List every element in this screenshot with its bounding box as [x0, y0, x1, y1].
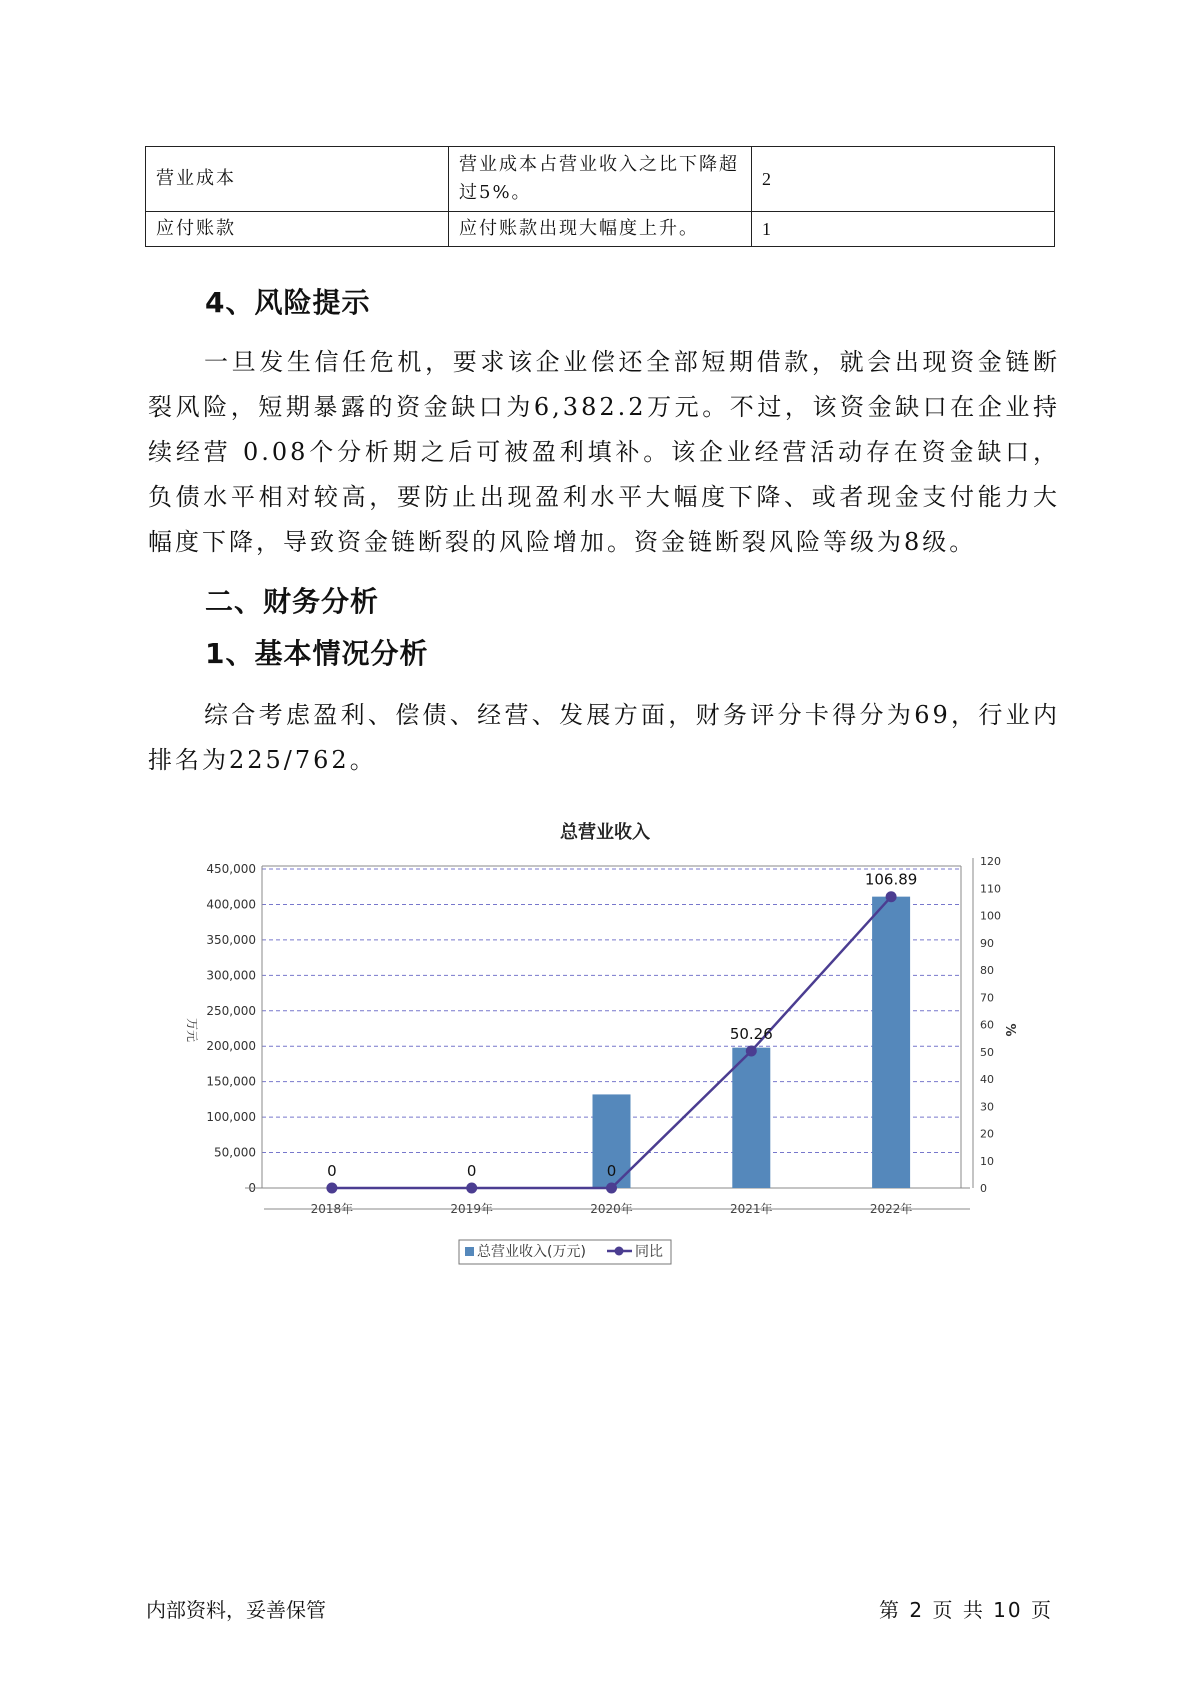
table-cell-count: 1 — [752, 212, 1055, 247]
y-tick-label: 400,000 — [206, 897, 256, 912]
legend-line-marker — [615, 1247, 624, 1256]
footer-confidential-note: 内部资料，妥善保管 — [146, 1598, 326, 1622]
y-axis-label: 万元 — [185, 1017, 199, 1043]
data-label: 50.26 — [729, 1025, 773, 1044]
financial-analysis-heading: 二、财务分析 — [205, 585, 380, 618]
table-row — [146, 212, 1055, 247]
bar — [732, 1048, 770, 1188]
y2-tick-label: 90 — [980, 936, 994, 950]
yoy-point — [466, 1183, 477, 1194]
risk-indicator-table — [145, 146, 1055, 247]
y2-tick-label: 20 — [980, 1127, 994, 1141]
x-tick-label: 2021年 — [730, 1202, 773, 1216]
y-tick-label: 100,000 — [206, 1110, 256, 1125]
basic-analysis-paragraph: 综合考虑盈利、偿债、经营、发展方面，财务评分卡得分为69，行业内排名为225/762。 — [148, 701, 1060, 774]
legend-bar-swatch — [465, 1247, 474, 1256]
y2-tick-label: 30 — [980, 1100, 994, 1114]
table-cell-item: 应付账款 — [146, 212, 449, 247]
legend-line-label: 同比 — [635, 1244, 663, 1260]
table-row — [146, 147, 1055, 212]
y2-tick-label: 50 — [980, 1045, 994, 1059]
table-cell-count: 2 — [752, 147, 1055, 212]
y2-tick-label: 120 — [980, 855, 1001, 868]
chart-title: 总营业收入 — [560, 822, 650, 843]
y2-tick-label: 70 — [980, 991, 994, 1005]
table-cell-condition: 营业成本占营业收入之比下降超过5%。 — [449, 147, 752, 212]
x-tick-label: 2020年 — [590, 1202, 633, 1216]
x-tick-label: 2019年 — [450, 1202, 493, 1216]
y-tick-label: 150,000 — [206, 1074, 256, 1089]
risk-warning-paragraph: 一旦发生信任危机，要求该企业偿还全部短期借款，就会出现资金链断裂风险，短期暴露的资金缺口为6,382.2万元。不过，该资金缺口在企业持续经营 0.08个分析期之后可被盈利填补。该企业经营活动存在资金缺口，负债水平相对较高，要防止出现盈利水平大幅度下降、或者现金支付能力大幅度下降，导致资金链断裂的风险增加。资金链断裂风险等级为8级。 — [148, 348, 1060, 556]
legend-bar-label: 总营业收入(万元) — [477, 1244, 586, 1260]
yoy-point — [606, 1183, 617, 1194]
y-tick-label: 200,000 — [206, 1039, 256, 1054]
y-tick-label: 350,000 — [206, 932, 256, 947]
yoy-point — [326, 1183, 337, 1194]
x-tick-label: 2018年 — [310, 1202, 354, 1216]
y2-tick-label: 40 — [980, 1073, 994, 1086]
basic-analysis-heading: 1、基本情况分析 — [205, 637, 429, 670]
y2-tick-label: 80 — [980, 964, 994, 977]
y-tick-label: 250,000 — [206, 1003, 256, 1018]
risk-warning-heading: 4、风险提示 — [205, 286, 371, 319]
data-label: 0 — [606, 1162, 617, 1180]
y-tick-label: 450,000 — [206, 862, 256, 876]
y2-tick-label: 0 — [980, 1182, 987, 1195]
y-tick-label: 50,000 — [214, 1145, 256, 1160]
y2-tick-label: 10 — [980, 1154, 994, 1168]
y-tick-label: 300,000 — [206, 968, 256, 983]
footer-page-number: 第 2 页 共 10 页 — [879, 1598, 1053, 1622]
yoy-point — [886, 891, 897, 902]
y-tick-label: 0 — [248, 1181, 256, 1195]
x-tick-label: 2022年 — [869, 1202, 913, 1216]
table-cell-condition: 应付账款出现大幅度上升。 — [449, 212, 752, 247]
y2-tick-label: 110 — [980, 882, 1001, 896]
bar — [872, 897, 910, 1188]
yoy-point — [746, 1046, 757, 1057]
revenue-chart — [170, 808, 1040, 1268]
table-cell-item: 营业成本 — [146, 147, 449, 212]
y2-tick-label: 60 — [980, 1018, 994, 1032]
y2-axis-label: % — [1002, 1023, 1017, 1037]
y2-tick-label: 100 — [980, 909, 1001, 923]
data-label: 106.89 — [864, 870, 918, 889]
data-label: 0 — [466, 1162, 477, 1180]
data-label: 0 — [327, 1162, 337, 1180]
revenue-chart-svg — [170, 808, 1040, 1268]
